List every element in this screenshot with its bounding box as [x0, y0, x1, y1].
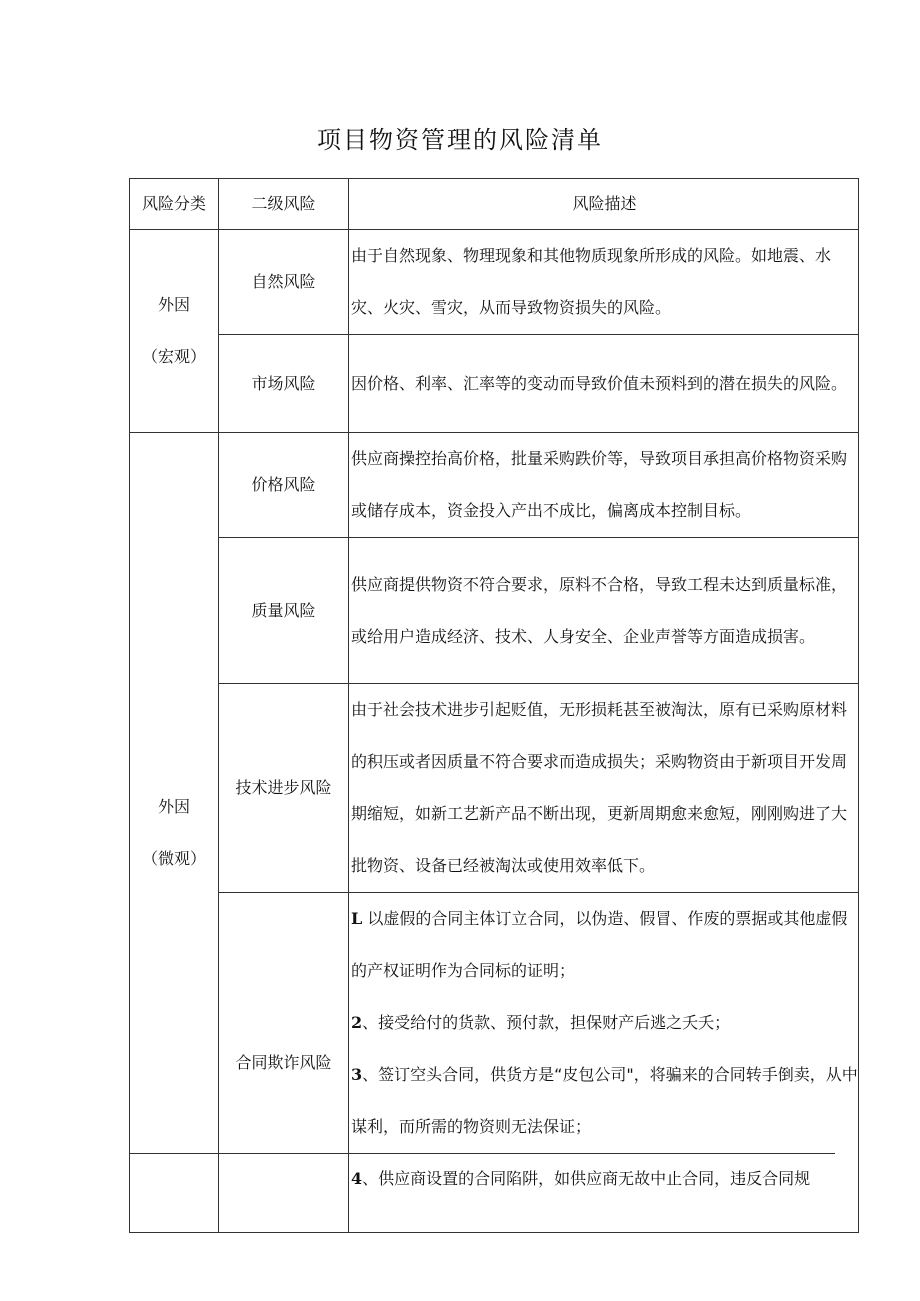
category-sublabel: （微观） [141, 848, 206, 868]
contract-clause-4: 4、供应商设置的合同陷阱，如供应商无故中止合同，违反合同规 [351, 1169, 811, 1188]
table-row [130, 335, 859, 433]
contract-clause-1: L 以虚假的合同主体订立合同，以伪造、假冒、作废的票据或其他虚假的产权证明作为合同标的证明； [351, 909, 848, 980]
risk-description-cell: 供应商提供物资不符合要求，原料不合格，导致工程未达到质量标准，或给用户造成经济、技术、人身安全、企业声誉等方面造成损害。 [349, 538, 859, 684]
table-header-row [130, 179, 859, 230]
risk-name-cell: 价格风险 [219, 433, 349, 538]
category-sublabel: （宏观） [141, 347, 206, 366]
category-cell-macro [130, 230, 219, 433]
risk-name-cell: 自然风险 [219, 230, 349, 335]
risk-description-cell: 因价格、利率、汇率等的变动而导致价值未预料到的潜在损失的风险。 [349, 335, 859, 433]
header-category: 风险分类 [130, 179, 219, 230]
category-label: 外因 [157, 796, 190, 816]
table-row [130, 538, 859, 684]
risk-name-cell: 技术进步风险 [219, 684, 349, 893]
table-row [130, 893, 859, 1233]
contract-clause-2: 2、接受给付的货款、预付款，担保财产后逃之夭夭； [351, 1013, 731, 1032]
risk-description-cell: 由于自然现象、物理现象和其他物质现象所形成的风险。如地震、水灾、火灾、雪灾，从而导致物资损失的风险。 [349, 230, 859, 335]
category-label: 外因 [157, 295, 190, 314]
table-row [130, 230, 859, 335]
risk-description-cell: 由于社会技术进步引起贬值，无形损耗甚至被淘汰，原有已采购原材料的积压或者因质量不符合要求而造成损失；采购物资由于新项目开发周期缩短，如新工艺新产品不断出现，更新周期愈来愈短，刚刚购进了大批物资、设备已经被淘汰或使用效率低下。 [349, 684, 859, 893]
risk-name-cell: 市场风险 [219, 335, 349, 433]
risk-description-cell [349, 893, 859, 1233]
risk-table [129, 178, 859, 1233]
header-secondary-risk: 二级风险 [219, 179, 349, 230]
risk-table-container [129, 178, 858, 1188]
header-description: 风险描述 [349, 179, 859, 230]
category-cell-micro [130, 433, 219, 1233]
table-row [130, 433, 859, 538]
risk-name-cell: 质量风险 [219, 538, 349, 684]
risk-description-cell: 供应商操控抬高价格，批量采购跌价等，导致项目承担高价格物资采购或储存成本，资金投入产出不成比，偏离成本控制目标。 [349, 433, 859, 538]
contract-clause-3: 3、签订空头合同，供货方是“皮包公司"，将骗来的合同转手倒卖，从中谋利，而所需的物资则无法保证； [351, 1065, 858, 1136]
document-title: 项目物资管理的风险清单 [317, 126, 603, 154]
risk-name-cell: 合同欺诈风险 [219, 893, 349, 1233]
table-row [130, 684, 859, 893]
